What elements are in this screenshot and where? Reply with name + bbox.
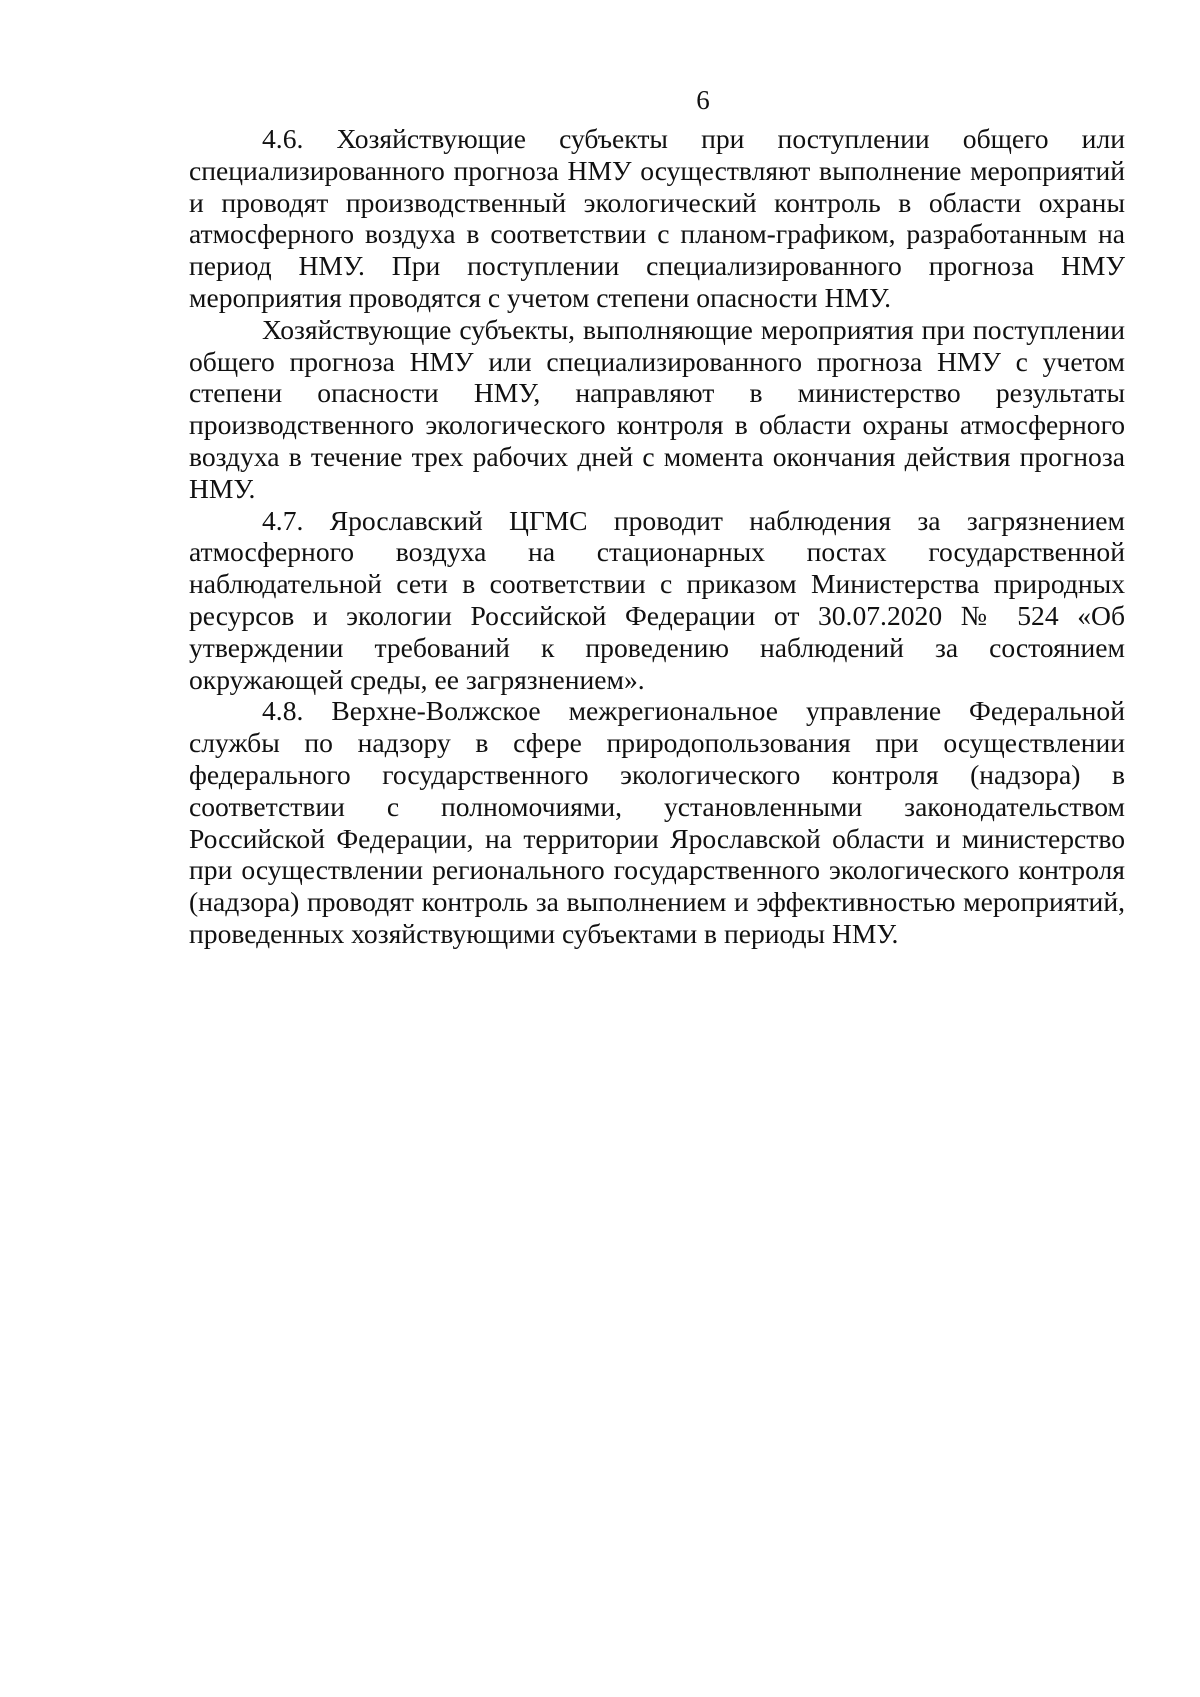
document-body (189, 123, 1125, 950)
paragraph-reporting: Хозяйствующие субъекты, выполняющие мероприятия при поступлении общего прогноза НМУ или специализированного прогноза НМУ с учетом степени опасности НМУ, направляют в министерство результаты производственного экологического контроля в области охраны атмосферного воздуха в течение трех рабочих дней с момента окончания действия прогноза НМУ. (189, 313, 1125, 504)
paragraph-4-8: 4.8. Верхне-Волжское межрегиональное управление Федеральной службы по надзору в сфере природопользования при осуществлении федерального государственного экологического контроля (надзора) в соответствии с полномочиями, установленными законодательством Российской Федерации, на территории Ярославской области и министерство при осуществлении регионального государственного экологического контроля (надзора) проводят контроль за выполнением и эффективностью мероприятий, проведенных хозяйствующими субъектами в периоды НМУ. (189, 695, 1125, 949)
paragraph-4-7: 4.7. Ярославский ЦГМС проводит наблюдения за загрязнением атмосферного воздуха на стационарных постах государственной наблюдательной сети в соответствии с приказом Министерства природных ресурсов и экологии Российской Федерации от 30.07.2020 № 524 «Об утверждении требований к проведению наблюдений за состоянием окружающей среды, ее загрязнением». (189, 504, 1125, 695)
paragraph-4-6: 4.6. Хозяйствующие субъекты при поступлении общего или специализированного прогноза НМУ осуществляют выполнение мероприятий и проводят производственный экологический контроль в области охраны атмосферного воздуха в соответствии с планом-графиком, разработанным на период НМУ. При поступлении специализированного прогноза НМУ мероприятия проводятся с учетом степени опасности НМУ. (189, 123, 1125, 313)
page-number: 6 (696, 85, 710, 115)
